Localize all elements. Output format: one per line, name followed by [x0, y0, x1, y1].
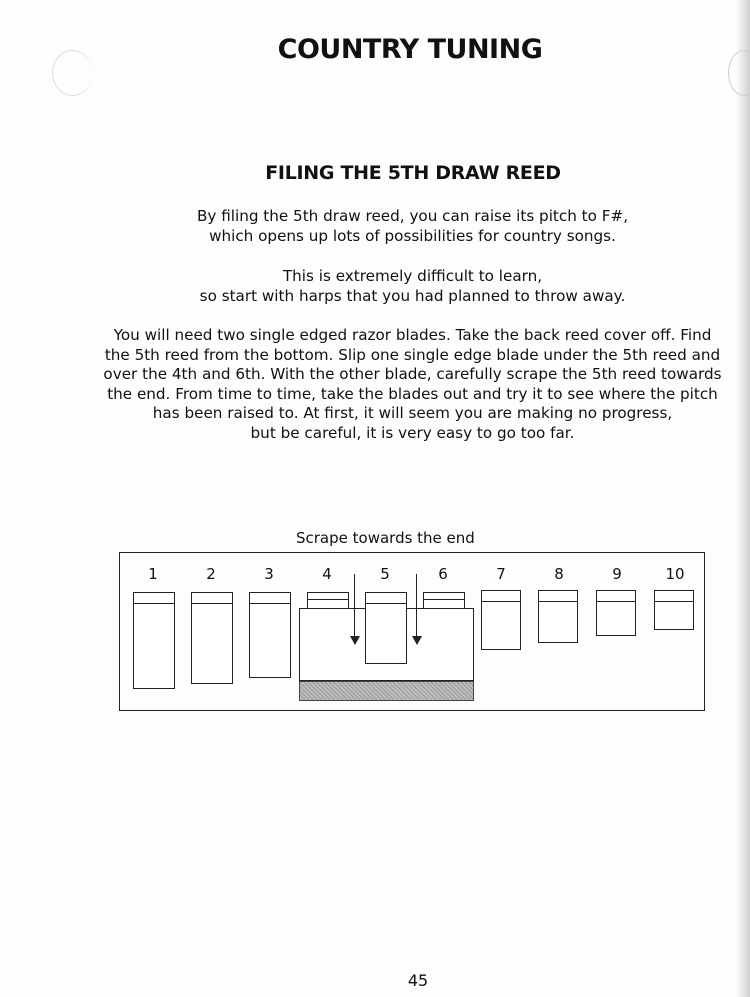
hole-number-8: 8	[554, 565, 564, 583]
text-line: over the 4th and 6th. With the other blade, carefully scrape the 5th reed towards	[103, 365, 722, 383]
scrape-arrow-left-line	[354, 574, 355, 638]
scrape-arrow-right-icon	[412, 636, 422, 645]
reed-rivet-2	[191, 592, 233, 604]
reed-rivet-3	[249, 592, 291, 604]
text-line: but be careful, it is very easy to go too far.	[250, 423, 575, 442]
text-line: has been raised to. At first, it will seem you are making no progress,	[152, 404, 673, 422]
hole-number-6: 6	[438, 565, 448, 583]
page-title: COUNTRY TUNING	[277, 34, 543, 65]
reed-3	[249, 592, 291, 678]
hole-number-4: 4	[322, 565, 332, 583]
text-line: This is extremely difficult to learn,	[282, 267, 543, 285]
reed-rivet-5	[365, 592, 407, 604]
text-line: You will need two single edged razor blades. Take the back reed cover off. Find	[113, 326, 712, 344]
section-title: FILING THE 5TH DRAW REED	[265, 162, 561, 184]
reed-1	[133, 592, 175, 689]
scrape-arrow-left-icon	[350, 636, 360, 645]
text-line: so start with harps that you had planned to throw away.	[199, 286, 626, 305]
hole-number-5: 5	[380, 565, 390, 583]
hole-number-3: 3	[264, 565, 274, 583]
hole-number-7: 7	[496, 565, 506, 583]
reed-rivet-6	[423, 592, 465, 600]
reed-rivet-9	[596, 590, 636, 602]
reed-rivet-8	[538, 590, 578, 602]
instructions-paragraph	[100, 326, 725, 443]
text-line: the end. From time to time, take the blades out and try it to see where the pitch	[107, 384, 718, 403]
text-line: the 5th reed from the bottom. Slip one single edge blade under the 5th reed and	[104, 345, 721, 364]
warning-paragraph	[100, 267, 725, 306]
page-edge-shadow	[736, 0, 750, 997]
hole-number-1: 1	[148, 565, 158, 583]
reed-2	[191, 592, 233, 684]
razor-blade-edge	[299, 681, 474, 701]
text-line: By filing the 5th draw reed, you can raise its pitch to F#,	[196, 207, 629, 225]
hole-number-2: 2	[206, 565, 216, 583]
hole-number-10: 10	[665, 565, 685, 583]
text-line: which opens up lots of possibilities for country songs.	[209, 226, 616, 245]
reed-rivet-1	[133, 592, 175, 604]
reed-rivet-4	[307, 592, 349, 600]
reed-rivet-7	[481, 590, 521, 602]
hole-number-9: 9	[612, 565, 622, 583]
scrape-arrow-right-line	[416, 574, 417, 638]
page-number: 45	[407, 971, 429, 990]
intro-paragraph	[100, 207, 725, 246]
diagram-caption: Scrape towards the end	[296, 529, 475, 547]
reed-rivet-10	[654, 590, 694, 602]
